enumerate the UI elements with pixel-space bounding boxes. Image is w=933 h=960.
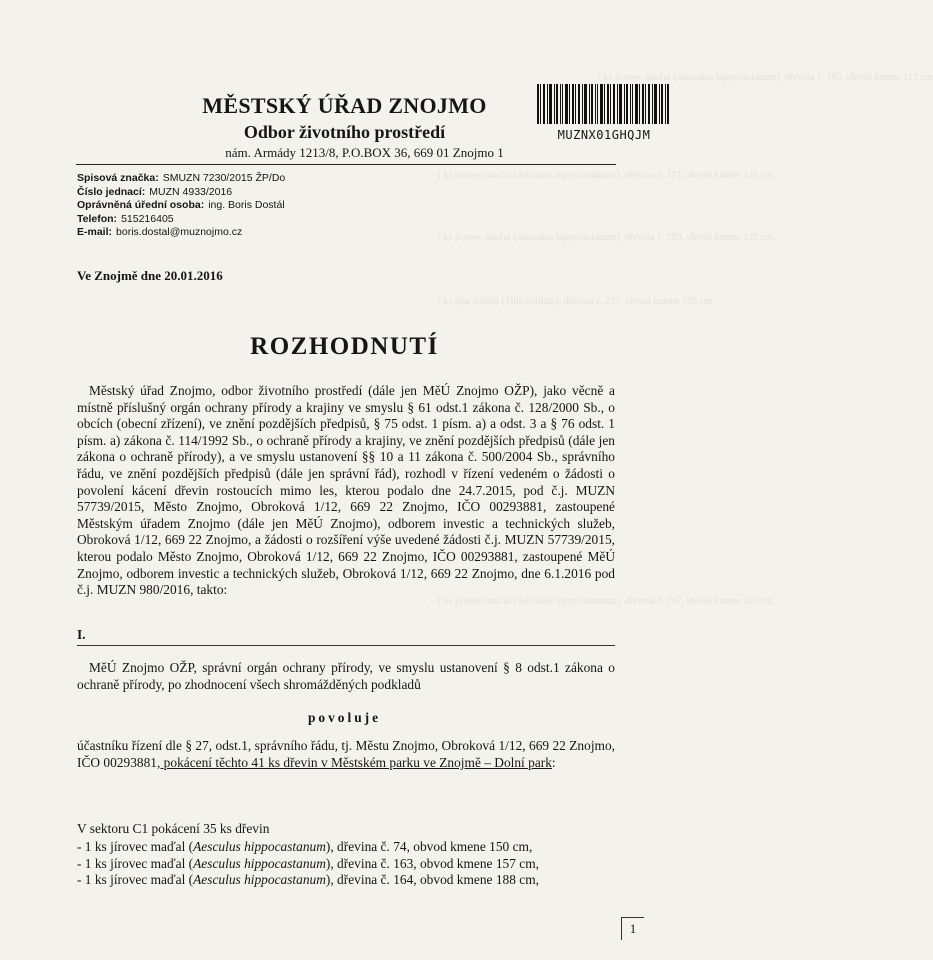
list-item xyxy=(77,872,539,889)
osoba-label: Oprávněná úřední osoba: xyxy=(77,199,205,212)
telefon-label: Telefon: xyxy=(77,212,118,225)
osoba-value: ing. Boris Dostál xyxy=(208,199,285,212)
bleed-through-text: - 1 ks jírovec maďal (Aesculus hippocastanum), dřevina č. 267, obvod kmene 245 cm, xyxy=(430,596,776,607)
tree-prefix: - 1 ks jírovec maďal ( xyxy=(77,839,194,854)
jednaci-value: MUZN 4933/2016 xyxy=(149,185,233,198)
jednaci-label: Číslo jednací: xyxy=(77,185,146,198)
permission-paragraph xyxy=(77,738,615,771)
barcode-code: MUZNX01GHQJM xyxy=(557,128,651,142)
tree-latin-name: Aesculus hippocastanum xyxy=(193,855,326,871)
case-metadata xyxy=(77,172,285,240)
office-title: MĚSTSKÝ ÚŘAD ZNOJMO xyxy=(202,93,487,118)
spisova-label: Spisová značka: xyxy=(77,172,159,184)
tree-prefix: - 1 ks jírovec maďal ( xyxy=(77,872,194,888)
tree-latin-name: Aesculus hippocastanum xyxy=(193,839,326,854)
barcode-image xyxy=(537,84,669,124)
section-number: I. xyxy=(77,627,86,642)
document-heading: ROZHODNUTÍ xyxy=(250,333,439,360)
list-item xyxy=(77,856,539,873)
authority-paragraph: MěÚ Znojmo OŽP, správní orgán ochrany přírody, ve smyslu ustanovení § 8 odst.1 zákona o ochraně přírody, po zhodnocení všech shromážděných podkladů xyxy=(77,660,615,692)
section-divider xyxy=(77,645,615,646)
tree-prefix: - 1 ks jírovec maďal ( xyxy=(77,855,194,871)
permission-underlined: , pokácení těchto 41 ks dřevin v Městském parku ve Znojmě – Dolní park xyxy=(156,754,552,770)
telefon-value: 515216405 xyxy=(121,212,174,225)
tree-latin-name: Aesculus hippocastanum xyxy=(193,872,326,888)
bleed-through-text: - 1 ks jírovec maďal (Aesculus hippocastanum), dřevina č. 165, obvod kmene 112 cm xyxy=(590,72,933,83)
decision-intro-paragraph: Městský úřad Znojmo, odbor životního prostředí (dále jen MěÚ Znojmo OŽP), jako věcně a místně příslušný orgán ochrany přírody a krajiny ve smyslu § 61 odst.1 zákona č. 128/2000 Sb., o obcích (obecní zřízení), ve znění pozdějších předpisů, § 75 odst. 1 písm. a) a odst. 3 a § 76 odst. 1 písm. a) zákona č. 114/1992 Sb., o ochraně přírody a krajiny, ve znění pozdějších předpisů (dále jen zákona o ochraně přírody), a ve smyslu ustanovení §§ 10 a 11 zákona č. 500/2004 Sb., správního řádu, ve znění pozdějších předpisů (dále jen správní řád), rozhodl v řízení vedeném o žádosti o povolení kácení dřevin rostoucích mimo les, kterou podalo dne 24.7.2015, pod č.j. MUZN 57739/2015, Město Znojmo, Obroková 1/12, 669 22 Znojmo, IČO 00293881, zastoupené Městským úřadem Znojmo (dále jen MěÚ Znojmo), odborem investic a technických služeb, Obroková 1/12, 669 22 Znojmo, a žádosti o rozšíření výše uvedené žádosti č.j. MUZN 57739/2015, kterou podalo Město Znojmo, Obroková 1/12, 669 22 Znojmo, IČO 00293881, zastoupené MěÚ Znojmo, odborem investic a technických služeb, Obroková 1/12, 669 22 Znojmo, dne 6.1.2016 pod č.j. MUZN 980/2016, takto: xyxy=(77,383,615,598)
office-address: nám. Armády 1213/8, P.O.BOX 36, 669 01 Znojmo 1 xyxy=(225,145,504,160)
header-divider xyxy=(76,164,616,165)
email-value: boris.dostal@muznojmo.cz xyxy=(116,226,243,239)
tree-list xyxy=(77,839,539,889)
issue-date-line xyxy=(77,268,223,284)
bleed-through-text: - 1 ks jírovec maďal (Aesculus hippocastanum), dřevina č. 171, obvod kmene 141 cm, xyxy=(430,170,776,181)
spisova-value: SMUZN 7230/2015 ŽP/Do xyxy=(162,172,286,184)
issue-date: 20.01.2016 xyxy=(164,268,223,283)
page-number: 1 xyxy=(621,917,644,940)
bleed-through-text: - 1 ks jírovec maďal (Aesculus hippocastanum), dřevina č. 209, obvod kmene 120 cm, xyxy=(430,232,776,243)
permission-end: : xyxy=(551,754,556,770)
date-place-label: Ve Znojmě dne xyxy=(77,268,162,283)
sector-title: V sektoru C1 pokácení 35 ks dřevin xyxy=(77,821,270,836)
tree-suffix: ), dřevina č. 74, obvod kmene 150 cm, xyxy=(325,839,533,854)
verdict-word: povoluje xyxy=(307,710,382,725)
list-item xyxy=(77,839,539,856)
tree-suffix: ), dřevina č. 164, obvod kmene 188 cm, xyxy=(325,872,539,888)
email-label: E-mail: xyxy=(77,226,113,239)
tree-suffix: ), dřevina č. 163, obvod kmene 157 cm, xyxy=(325,855,539,871)
department-name: Odbor životního prostředí xyxy=(243,122,446,142)
permission-lead: účastníku řízení dle § 27, odst.1, správního řádu, tj. Městu Znojmo, Obroková 1/12, 669 22 Znojmo, IČO 00293881 xyxy=(77,738,615,770)
bleed-through-text: - 1 ks lípa srdčitá (Tilia cordata), dřevina č. 227, obvod kmene 109 cm, xyxy=(430,296,715,307)
